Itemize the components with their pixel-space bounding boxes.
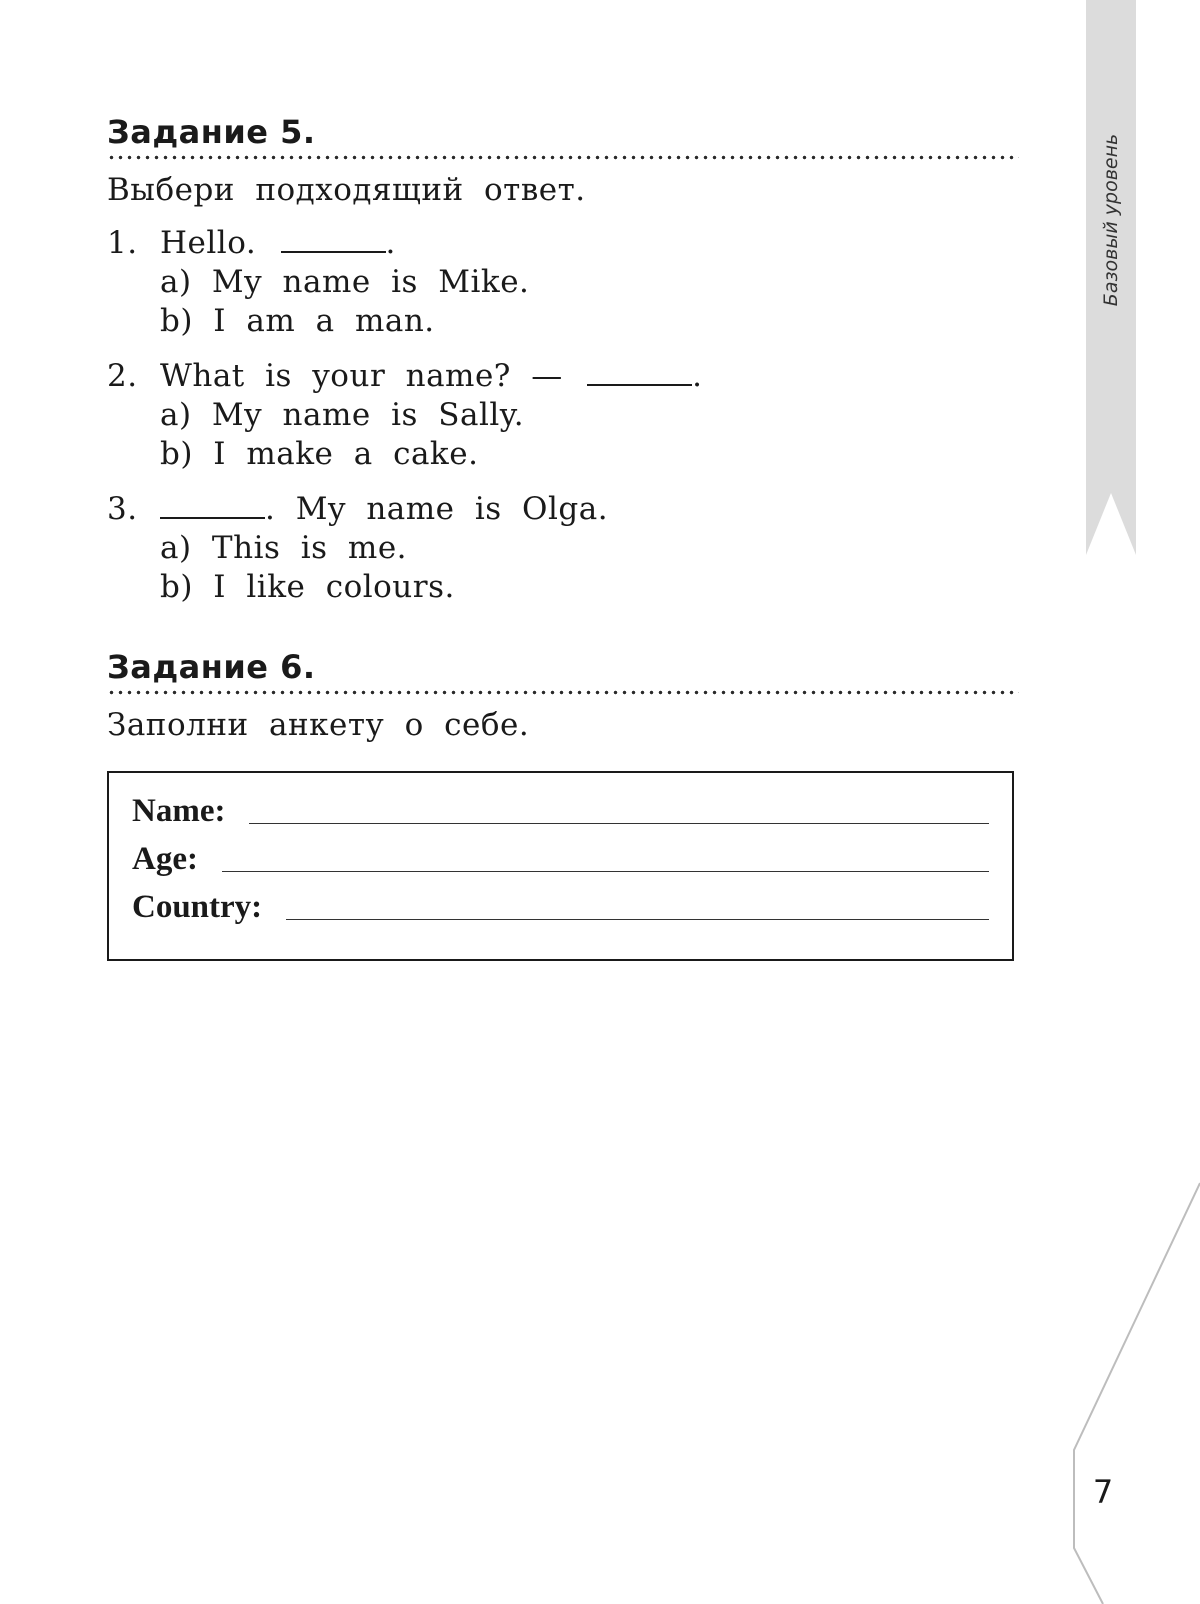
question-3 xyxy=(107,491,608,527)
country-field[interactable] xyxy=(286,919,989,920)
page-corner-line xyxy=(1074,1183,1200,1604)
tab-arrow-notch xyxy=(1086,493,1136,555)
question-1-after: . xyxy=(385,225,396,261)
question-2-text: What is your name? — xyxy=(160,358,563,394)
question-1-option-b[interactable]: b) I am a man. xyxy=(160,303,435,339)
age-label: Age: xyxy=(132,841,198,877)
task5-dotted-rule xyxy=(107,155,1019,160)
question-2-number: 2. xyxy=(107,358,138,394)
profile-form xyxy=(107,771,1014,961)
question-1-number: 1. xyxy=(107,225,138,261)
side-tab-label: Базовый уровень xyxy=(1100,133,1122,307)
question-2-after: . xyxy=(692,358,703,394)
form-row-name xyxy=(132,793,989,830)
age-field[interactable] xyxy=(222,871,989,872)
task6-title: Задание 6. xyxy=(107,648,316,686)
task6-instruction: Заполни анкету о себе. xyxy=(107,707,530,743)
question-3-option-a[interactable]: a) This is me. xyxy=(160,530,408,566)
question-2 xyxy=(107,358,703,394)
question-2-option-a[interactable]: a) My name is Sally. xyxy=(160,397,525,433)
question-1-option-a[interactable]: a) My name is Mike. xyxy=(160,264,530,300)
task5-title: Задание 5. xyxy=(107,113,316,151)
task5-instruction: Выбери подходящий ответ. xyxy=(107,172,586,208)
name-field[interactable] xyxy=(249,823,989,824)
question-3-after: . My name is Olga. xyxy=(265,491,609,527)
form-row-age xyxy=(132,841,989,878)
question-2-blank[interactable] xyxy=(587,360,692,386)
country-label: Country: xyxy=(132,889,263,925)
question-3-number: 3. xyxy=(107,491,138,527)
question-1-blank[interactable] xyxy=(281,227,386,253)
question-1-text: Hello. xyxy=(160,225,257,261)
question-3-blank[interactable] xyxy=(160,493,265,519)
form-row-country xyxy=(132,889,989,926)
question-1 xyxy=(107,225,396,261)
page-number: 7 xyxy=(1092,1473,1114,1511)
name-label: Name: xyxy=(132,793,226,829)
task6-dotted-rule xyxy=(107,690,1019,695)
question-3-option-b[interactable]: b) I like colours. xyxy=(160,569,455,605)
question-2-option-b[interactable]: b) I make a cake. xyxy=(160,436,479,472)
